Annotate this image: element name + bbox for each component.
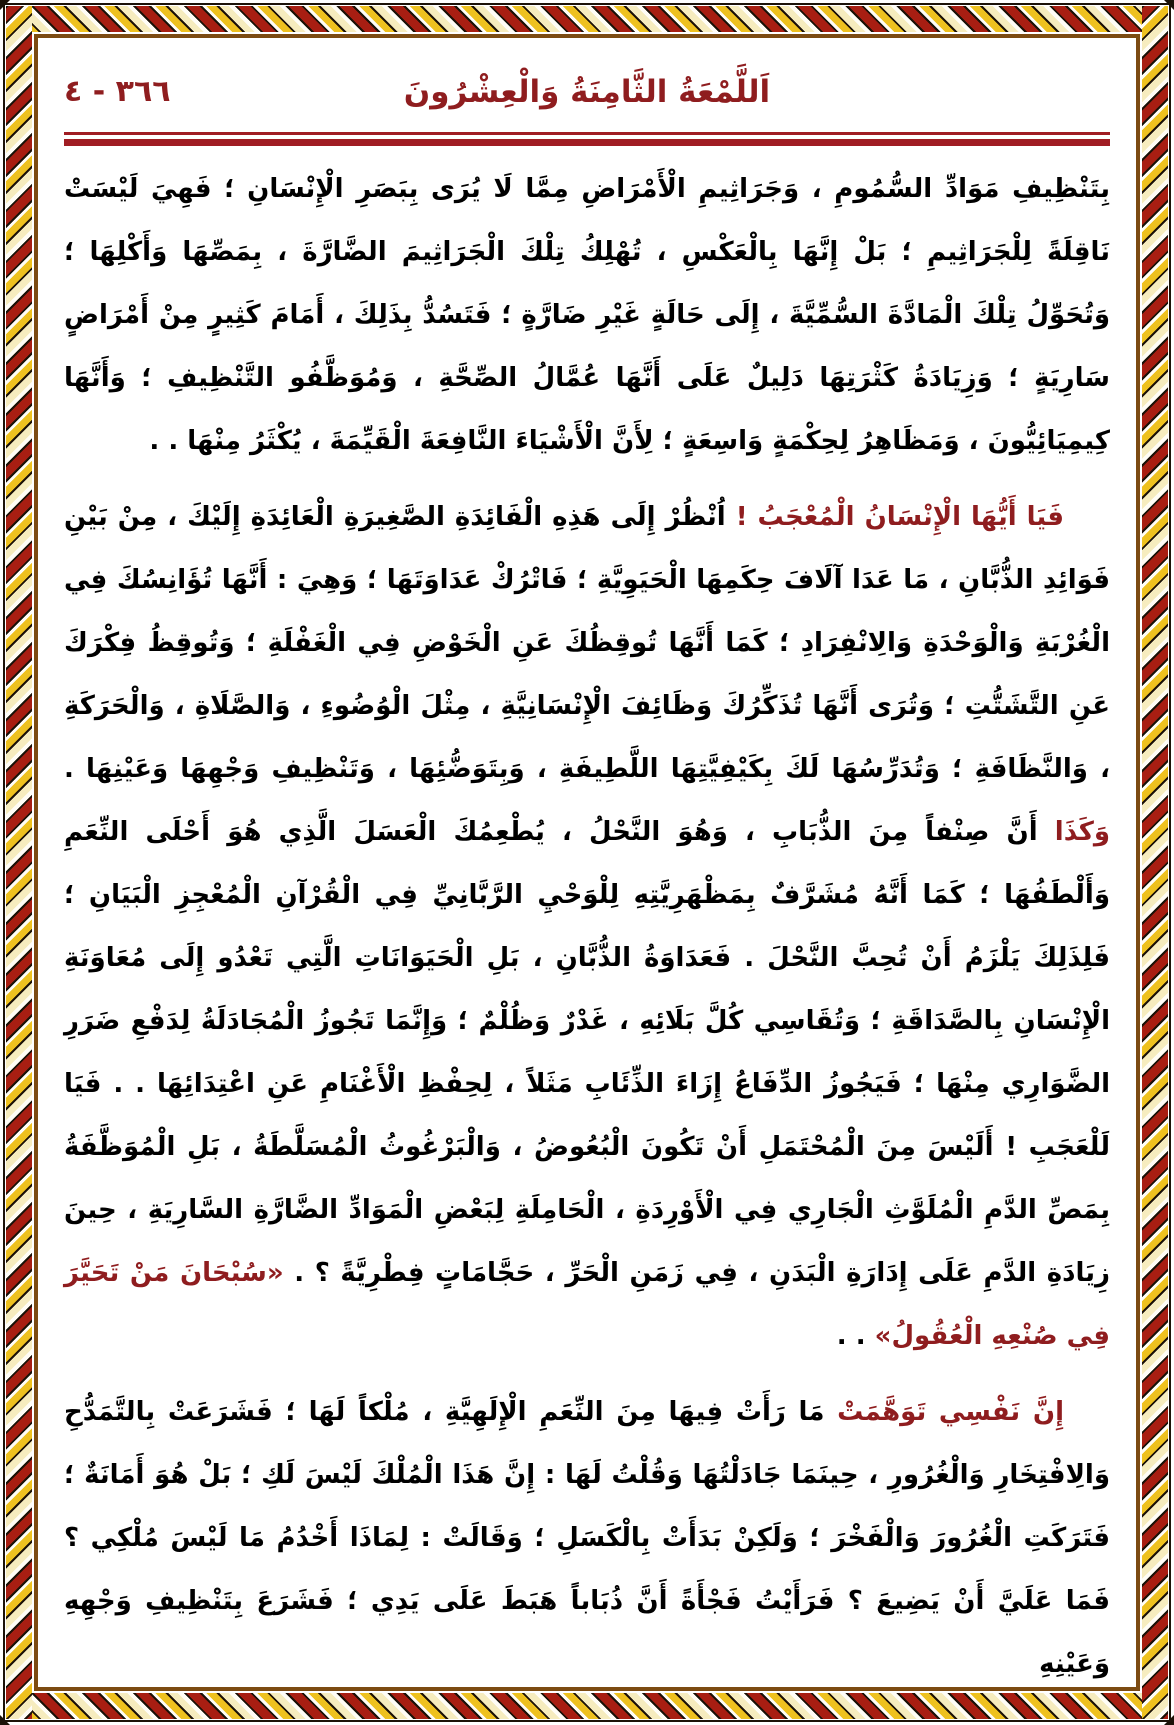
text-segment: بِتَنْظِيفِ مَوَادِّ السُّمُومِ ، وَجَرَاثِيمِ الْأَمْرَاضِ مِمَّا لَا يُرَى بِبَصَرِ الْإِنْسَانِ ؛ فَهِيَ لَيْسَتْ نَاقِلَةً لِلْجَرَاثِيمِ ؛ بَلْ إِنَّهَا بِالْعَكْسِ ، تُهْلِكُ تِلْكَ الْجَرَاثِيمَ الضَّارَّةَ ، بِمَصِّهَا وَأَكْلِهَا ؛ وَتُحَوِّلُ تِلْكَ الْمَادَّةَ السُّمِّيَّةَ ، إِلَى حَالَةٍ غَيْرِ ضَارَّةٍ ؛ فَتَسُدُّ بِذَلِكَ ، أَمَامَ كَثِيرٍ مِنْ أَمْرَاضٍ سَارِيَةٍ ؛ وَزِيَادَةُ كَثْرَتِهَا دَلِيلٌ عَلَى أَنَّهَا عُمَّالُ الصِّحَّةِ ، وَمُوَظَّفُو التَّنْظِيفِ ؛ وَأَنَّهَا كِيمِيَائِيُّونَ ، وَمَظَاهِرُ لِحِكْمَةٍ وَاسِعَةٍ ؛ لِأَنَّ الْأَشْيَاءَ النَّافِعَةَ الْقَيِّمَةَ ، يُكْثَرُ مِنْهَا . . (64, 174, 1110, 456)
corner-finial-icon (1164, 0, 1174, 10)
header-divider (64, 132, 1110, 146)
emphasis-red-text: فَيَا أَيُّهَا الْإِنْسَانُ الْمُعْجَبُ ! (735, 502, 1064, 532)
header-rule-thick (64, 139, 1110, 146)
header-rule-thin (64, 132, 1110, 135)
page-number: ٣٦٦ - ٤ (64, 74, 171, 109)
paragraph (64, 158, 1110, 473)
body-text (64, 158, 1110, 1696)
text-segment: اُنْظُرْ إِلَى هَذِهِ الْفَائِدَةِ الصَّغِيرَةِ الْعَائِدَةِ إِلَيْكَ ، مِنْ بَيْنِ فَوَائِدِ الذُّبَّانِ ، مَا عَدَا آلَافَ حِكَمِهَا الْحَيَوِيَّةِ ؛ فَاتْرُكْ عَدَاوَتَهَا ؛ وَهِيَ : أَنَّهَا تُؤَانِسُكَ فِي الْغُرْبَةِ وَالْوَحْدَةِ وَالِانْفِرَادِ ؛ كَمَا أَنَّهَا تُوقِظُكَ عَنِ الْخَوْضِ فِي الْغَفْلَةِ ؛ وَتُوقِظُ فِكْرَكَ عَنِ التَّشَتُّتِ ؛ وَتُرَى أَنَّهَا تُذَكِّرُكَ وَظَائِفَ الْإِنْسَانِيَّةِ ، مِثْلَ الْوُضُوءِ ، وَالصَّلَاةِ ، وَالْحَرَكَةِ ، وَالنَّظَافَةِ ؛ وَتُدَرِّسُهَا لَكَ بِكَيْفِيَّتِهَا اللَّطِيفَةِ ، وَبِتَوَضُّئِهَا ، وَتَنْظِيفِ وَجْهِهَا وَعَيْنِهَا . (64, 502, 1110, 784)
text-segment: مَا رَأَتْ فِيهَا مِنَ النِّعَمِ الْإِلَهِيَّةِ ، مُلْكاً لَهَا ؛ فَشَرَعَتْ بِالتَّمَدُّحِ وَالِافْتِخَارِ وَالْغُرُورِ ، حِينَمَا جَادَلْتُهَا وَقُلْتُ لَهَا : إِنَّ هَذَا الْمُلْكَ لَيْسَ لَكِ ؛ بَلْ هُوَ أَمَانَةٌ ؛ فَتَرَكَتِ الْغُرُورَ وَالْفَخْرَ ؛ وَلَكِنْ بَدَأَتْ بِالْكَسَلِ ؛ وَقَالَتْ : لِمَاذَا أَخْدُمُ مَا لَيْسَ مُلْكِي ؟ فَمَا عَلَيَّ أَنْ يَضِيعَ ؟ فَرَأَيْتُ فَجْأَةً أَنَّ ذُبَاباً هَبَطَ عَلَى يَدِي ؛ فَشَرَعَ بِتَنْظِيفِ وَجْهِهِ وَعَيْنِهِ (64, 1397, 1110, 1679)
ornamental-border-bottom (6, 1693, 1168, 1719)
page-header (64, 58, 1110, 146)
emphasis-red-text: وَكَذَا (1054, 817, 1110, 847)
ornamental-border-left (6, 6, 32, 1719)
corner-finial-icon (0, 1715, 10, 1725)
corner-finial-icon (0, 0, 10, 10)
ornamental-border-top (6, 6, 1168, 32)
text-segment: . . (836, 1321, 875, 1351)
page-title: اَللَّمْعَةُ الثَّامِنَةُ وَالْعِشْرُونَ (403, 74, 771, 110)
emphasis-red-text: «سُبْحَانَ مَنْ تَحَيَّرَ فِي صُنْعِهِ الْعُقُولُ» (64, 1258, 1110, 1351)
emphasis-red-text: إِنَّ نَفْسِي تَوَهَّمَتْ (837, 1397, 1064, 1427)
corner-finial-icon (1164, 1715, 1174, 1725)
text-segment: أَنَّ صِنْفاً مِنَ الذُّبَابِ ، وَهُوَ النَّحْلُ ، يُطْعِمُكَ الْعَسَلَ الَّذِي هُوَ أَحْلَى النِّعَمِ وَأَلْطَفُهَا ؛ كَمَا أَنَّهُ مُشَرَّفٌ بِمَظْهَرِيَّتِهِ لِلْوَحْيِ الرَّبَّانِيِّ فِي الْقُرْآنِ الْمُعْجِزِ الْبَيَانِ ؛ فَلِذَلِكَ يَلْزَمُ أَنْ تُحِبَّ النَّحْلَ . فَعَدَاوَةُ الذُّبَّانِ ، بَلِ الْحَيَوَانَاتِ الَّتِي تَعْدُو إِلَى مُعَاوَنَةِ الْإِنْسَانِ بِالصَّدَاقَةِ ؛ وَتُقَاسِي كُلَّ بَلَائِهِ ، غَدْرٌ وَظُلْمٌ ؛ وَإِنَّمَا تَجُوزُ الْمُجَادَلَةُ لِدَفْعِ ضَرَرِ الضَّوَارِي مِنْهَا ؛ فَيَجُوزُ الدِّفَاعُ إِزَاءَ الذِّئَابِ مَثَلاً ، لِحِفْظِ الْأَغْنَامِ عَنِ اعْتِدَائِهَا . . فَيَا لَلْعَجَبِ ! أَلَيْسَ مِنَ الْمُحْتَمَلِ أَنْ تَكُونَ الْبُعُوضُ ، وَالْبَرْغُوثُ الْمُسَلَّطَةُ ، بَلِ الْمُوَظَّفَةُ بِمَصِّ الدَّمِ الْمُلَوَّثِ الْجَارِي فِي الْأَوْرِدَةِ ، الْحَامِلَةِ لِبَعْضِ الْمَوَادِّ الضَّارَّةِ السَّارِيَةِ ، حِينَ زِيَادَةِ الدَّمِ عَلَى إِدَارَةِ الْبَدَنِ ، فِي زَمَنِ الْحَرِّ ، حَجَّامَاتٍ فِطْرِيَّةً ؟ . (64, 817, 1110, 1288)
paragraph (64, 1381, 1110, 1696)
ornamental-border-right (1142, 6, 1168, 1719)
page-content (64, 58, 1110, 1679)
paragraph (64, 486, 1110, 1368)
